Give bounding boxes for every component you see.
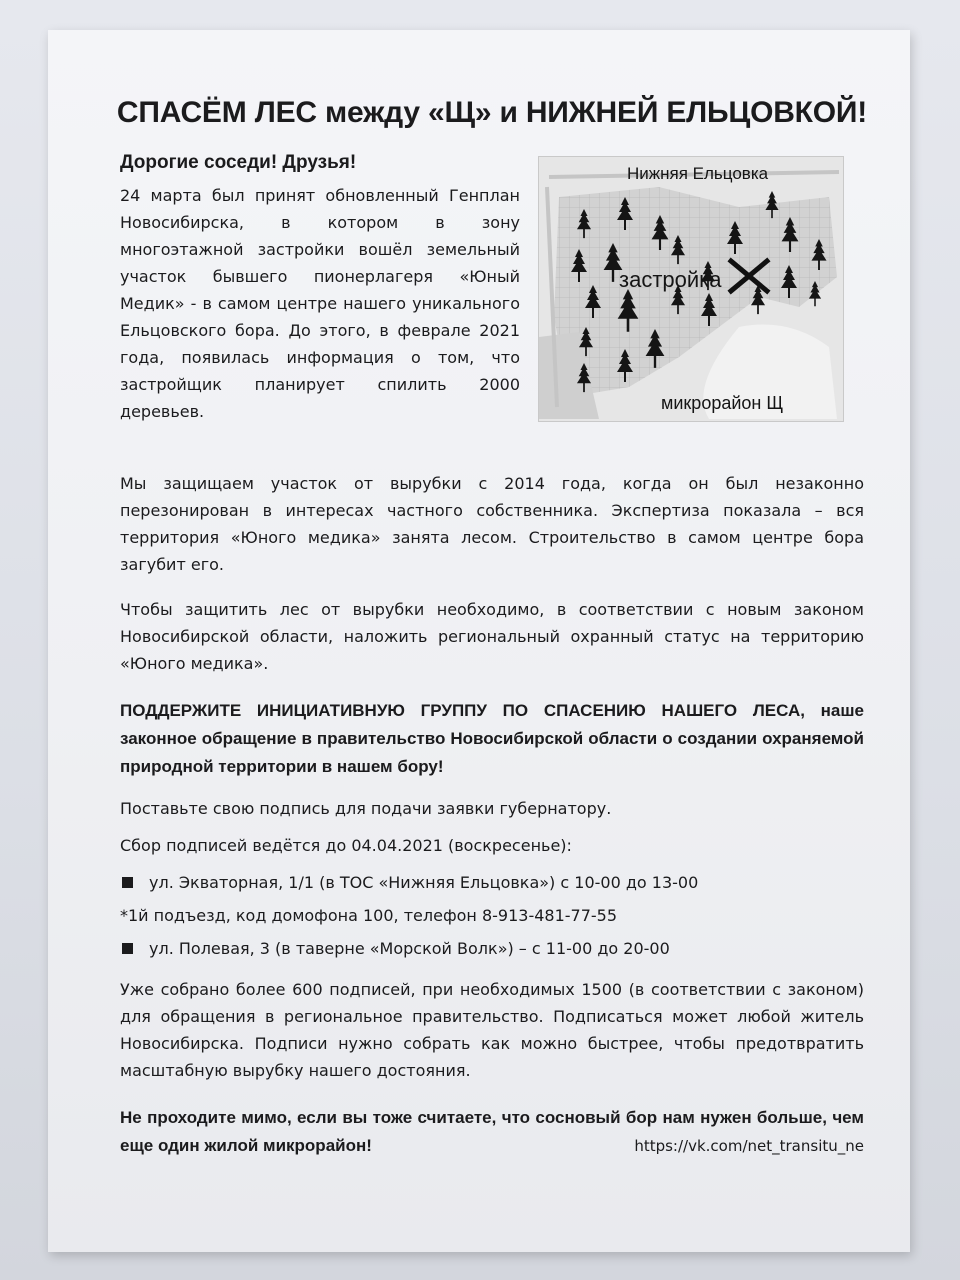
intro-paragraph: 24 марта был принят обновленный Генплан Новосибирска, в котором в зону многоэтажной застройки вошёл земельный участок бывшего пионерлагеря «Юный Медик» - в самом центре нашего уникального Ельцовского бора. До этого, в феврале 2021 года, появилась информация о том, что застройщик планирует спилить 2000 деревьев. xyxy=(120,186,520,421)
map-label-top: Нижняя Ельцовка xyxy=(627,164,769,183)
closing-block xyxy=(120,1104,864,1160)
closing-text: Не проходите мимо, если вы тоже считаете, что сосновый бор нам нужен больше, чем еще один жилой микрорайон! xyxy=(120,1108,864,1155)
vk-link[interactable]: https://vk.com/net_transitu_ne xyxy=(634,1137,864,1155)
greeting: Дорогие соседи! Друзья! xyxy=(120,152,357,173)
bullet-square-icon xyxy=(122,877,133,888)
flyer-title: СПАСЁМ ЛЕС между «Щ» и НИЖНЕЙ ЕЛЬЦОВКОЙ! xyxy=(116,96,868,129)
location-text: ул. Экваторная, 1/1 (в ТОС «Нижняя Ельцовка») с 10-00 до 13-00 xyxy=(149,873,699,892)
paragraph-protection: Мы защищаем участок от вырубки с 2014 года, когда он был незаконно перезонирован в интересах частного собственника. Экспертиза показала – вся территория «Юного медика» занята лесом. Строительство в самом центре бора загубит его. xyxy=(120,474,864,574)
support-call: ПОДДЕРЖИТЕ ИНИЦИАТИВНУЮ ГРУППУ ПО СПАСЕНИЮ НАШЕГО ЛЕСА, наше законное обращение в правительство Новосибирской области о создании охраняемой природной территории в нашем бору! xyxy=(120,701,864,776)
paragraph-status: Чтобы защитить лес от вырубки необходимо, в соответствии с новым законом Новосибирской области, наложить региональный охранный статус на территорию «Юного медика». xyxy=(120,600,864,673)
location-item xyxy=(120,939,864,958)
sign-call: Поставьте свою подпись для подачи заявки губернатору. xyxy=(120,799,612,818)
intro-section xyxy=(120,164,864,442)
map-label-bottom: микрорайон Щ xyxy=(661,393,784,413)
location-text: ул. Полевая, 3 (в таверне «Морской Волк») – с 11-00 до 20-00 xyxy=(149,939,670,958)
map-label-center: застройка xyxy=(619,267,722,292)
flyer-content xyxy=(116,86,868,1160)
bullet-square-icon xyxy=(122,943,133,954)
location-item xyxy=(120,873,864,892)
flyer-sheet xyxy=(48,30,910,1252)
paragraph-signatures: Уже собрано более 600 подписей, при необходимых 1500 (в соответствии с законом) для обращения в региональное правительство. Подписаться может любой житель Новосибирска. Подписи нужно собрать как можно быстрее, чтобы предотвратить масштабную вырубку нашего достояния. xyxy=(120,980,864,1080)
collection-deadline: Сбор подписей ведётся до 04.04.2021 (воскресенье): xyxy=(120,836,572,855)
forest-map-graphic xyxy=(539,157,843,421)
forest-map xyxy=(538,156,844,422)
location-note: *1й подъезд, код домофона 100, телефон 8-913-481-77-55 xyxy=(120,906,618,925)
